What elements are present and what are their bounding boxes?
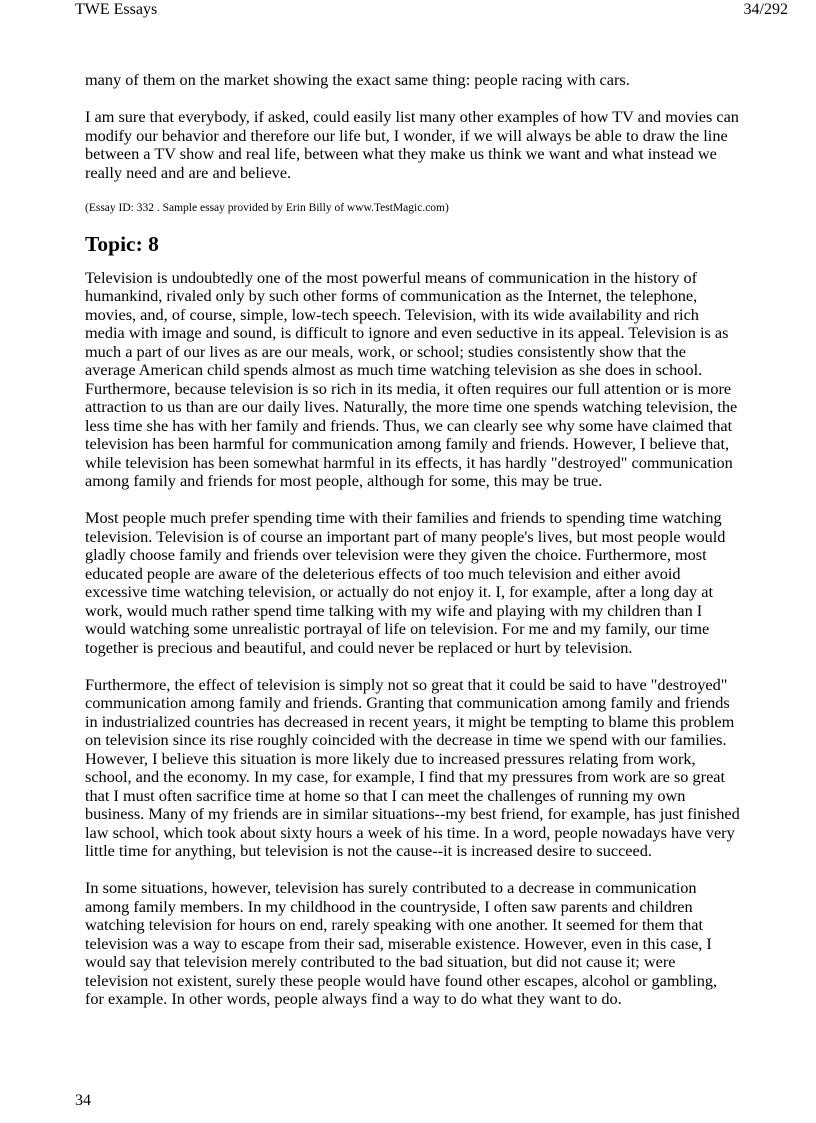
page-indicator: 34/292 <box>743 1 788 18</box>
continuation-paragraph-2: I am sure that everybody, if asked, could easily list many other examples of how TV and movies can modify our behavior and therefore our life but, I wonder, if we will always be able to draw the line between a TV show and real life, between what they make us think we want and what instead we really need and are and believe. <box>85 107 739 182</box>
essay-source-note: (Essay ID: 332 . Sample essay provided by Erin Billy of www.TestMagic.com) <box>85 201 449 214</box>
running-header <box>75 0 788 20</box>
essay-paragraph-4: In some situations, however, television has surely contributed to a decrease in communication among family members. In my childhood in the countryside, I often saw parents and children watching television for hours on end, rarely speaking with one another. It seemed for them that television was a way to escape from their sad, miserable existence. However, even in this case, I would say that television merely contributed to the bad situation, but did not cause it; were television not existent, surely these people would have found other escapes, alcohol or gambling, for example. In other words, people always find a way to do what they want to do. <box>85 878 718 1008</box>
essay-paragraph-3: Furthermore, the effect of television is simply not so great that it could be said to have "destroyed" communication among family and friends. Granting that communication among family and friends in industrialized countries has decreased in recent years, it might be tempting to blame this problem on television since its rise roughly coincided with the decrease in time we spend with our families. However, I believe this situation is more likely due to increased pressures relating from work, school, and the economy. In my case, for example, I find that my pressures from work are so great that I must often sacrifice time at home so that I can meet the challenges of running my own business. Many of my friends are in similar situations--my best friend, for example, has just finished law school, which took about sixty hours a week of his time. In a word, people nowadays have very little time for anything, but television is not the cause--it is increased desire to succeed. <box>85 674 740 860</box>
page-number: 34 <box>75 1092 91 1109</box>
page-content <box>85 71 740 1027</box>
topic-heading: Topic: 8 <box>85 231 159 256</box>
essay-paragraph-2: Most people much prefer spending time with their families and friends to spending time watching television. Television is of course an important part of many people's lives, but most people would gladly choose family and friends over television were they given the choice. Furthermore, most educated people are aware of the deleterious effects of too much television and either avoid excessive time watching television, or actually do not enjoy it. I, for example, after a long day at work, would much rather spend time talking with my wife and playing with my children than I would watching some unrealistic portrayal of life on television. For me and my family, our time together is precious and beautiful, and could never be replaced or hurt by television. <box>85 508 726 657</box>
essay-paragraph-1: Television is undoubtedly one of the most powerful means of communication in the history of humankind, rivaled only by such other forms of communication as the Internet, the telephone, movies, and, of course, simple, low-tech speech. Television, with its wide availability and rich media with image and sound, is difficult to ignore and even seductive in its appeal. Television is as much a part of our lives as are our meals, work, or school; studies consistently show that the average American child spends almost as much time watching television as she does in school. Furthermore, because television is so rich in its media, it often requires our full attention or is more attraction to us than are our daily lives. Naturally, the more time one spends watching television, the less time she has with her family and friends. Thus, we can clearly see why some have claimed that television has been harmful for communication among family and friends. However, I believe that, while television has been somewhat harmful in its effects, it has hardly "destroyed" communication among family and friends for most people, although for some, this may be true. <box>85 267 738 490</box>
continuation-paragraph-1: many of them on the market showing the exact same thing: people racing with cars. <box>85 70 630 89</box>
document-title: TWE Essays <box>75 1 158 18</box>
